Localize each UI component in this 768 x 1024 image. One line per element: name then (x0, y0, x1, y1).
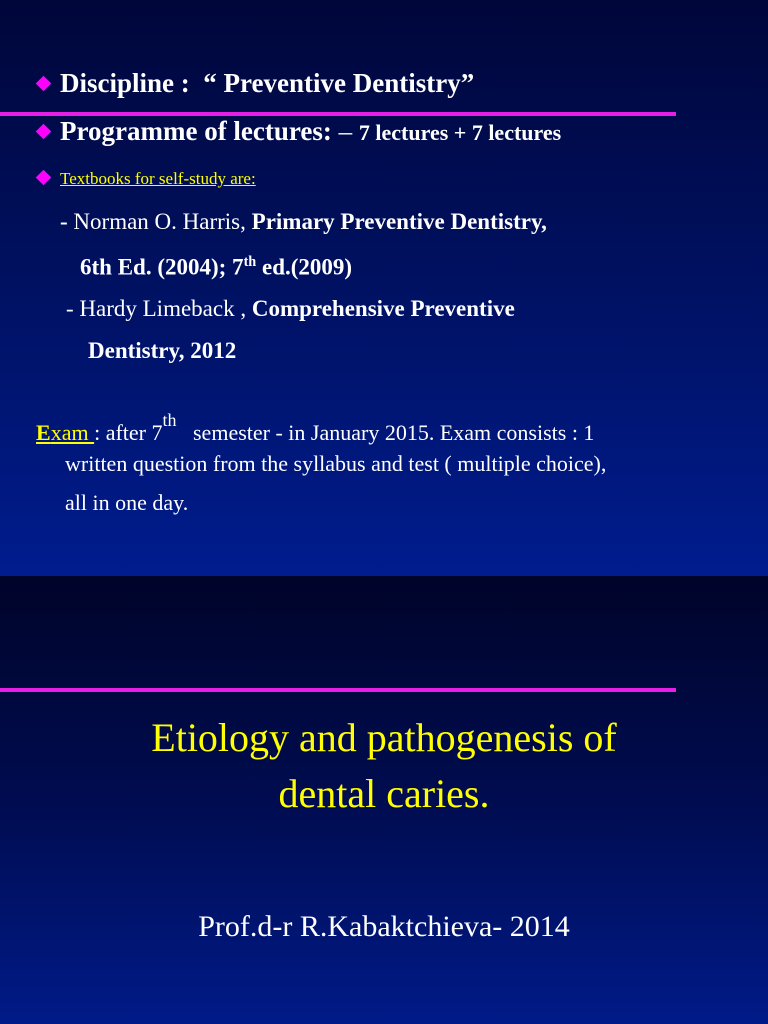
exam-line2 (65, 451, 606, 477)
edition-text: 6th Ed. (2004); 7 (80, 254, 244, 280)
exam-colon: : after 7 (94, 420, 163, 445)
exam-line3 (65, 490, 188, 516)
exam-text-line2: written question from the syllabus and test ( multiple choice), (65, 451, 607, 476)
book-harris-title: Primary Preventive Dentistry, (251, 209, 547, 234)
book-limeback-title-2: Dentistry, 2012 (88, 338, 237, 363)
exam-sup: th (162, 410, 177, 430)
book-limeback-title: Comprehensive Preventive (251, 296, 515, 321)
lecture-author (0, 910, 768, 944)
diamond-bullet-icon (36, 124, 52, 140)
diamond-bullet-icon (36, 170, 52, 186)
exam-text-line1: semester - in January 2015. Exam consists : 1 (193, 420, 595, 445)
author-text: Prof.d-r R.Kabaktchieva- 2014 (198, 910, 570, 943)
programme-label: Programme of lectures: (60, 116, 332, 146)
book-harris-author: Norman O. Harris, (73, 209, 246, 234)
slide-title (0, 576, 768, 1024)
bullet-discipline (38, 68, 474, 99)
programme-value: 7 lectures + 7 lectures (358, 120, 562, 145)
lecture-title-line1 (0, 714, 768, 761)
discipline-value: “ Preventive Dentistry” (203, 68, 475, 98)
exam-first-letter: E (36, 420, 51, 445)
edition-sup: th (243, 254, 257, 270)
bullet-programme (38, 116, 561, 147)
bullet-textbooks (38, 169, 256, 189)
lecture-title-1: Etiology and pathogenesis of (151, 715, 617, 760)
book-limeback-line2 (88, 338, 236, 364)
diamond-bullet-icon (36, 76, 52, 92)
book-dash: - (60, 209, 68, 234)
book-limeback-author: - Hardy Limeback , (66, 296, 247, 321)
exam-label-rest: xam (50, 420, 95, 445)
exam-link[interactable] (36, 420, 94, 445)
exam-line1 (36, 410, 594, 446)
book-limeback-line1 (66, 296, 515, 322)
lecture-title-line2 (0, 770, 768, 817)
book-harris-line1 (60, 209, 547, 235)
exam-text-line3: all in one day. (65, 490, 189, 515)
textbooks-heading[interactable]: Textbooks for self-study are: (60, 169, 256, 188)
book-harris-editions (80, 254, 352, 281)
lecture-title-2: dental caries. (278, 771, 490, 816)
programme-dash: – (338, 116, 353, 146)
discipline-label: Discipline : (60, 68, 190, 98)
edition-text-end: ed.(2009) (261, 254, 353, 280)
divider-rule (0, 688, 676, 692)
